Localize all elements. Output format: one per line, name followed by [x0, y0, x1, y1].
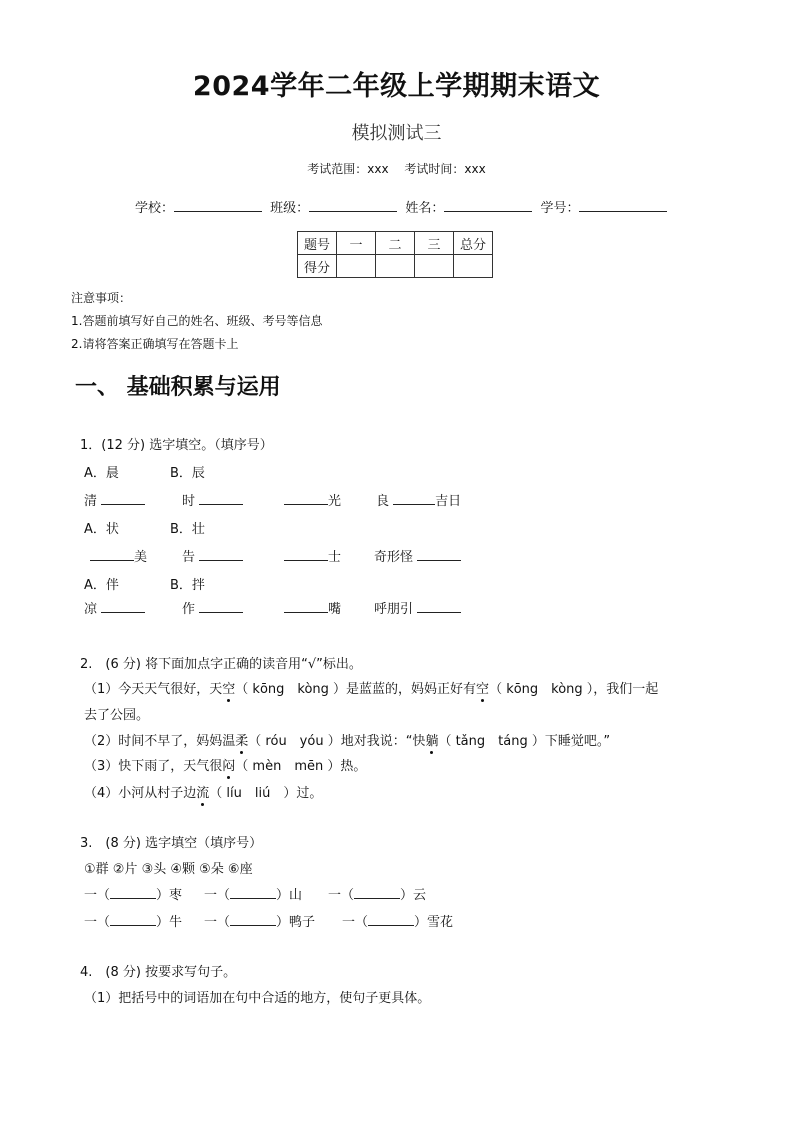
- school-blank[interactable]: [174, 198, 262, 212]
- student-info-row: [135, 197, 671, 216]
- q1-word: 良: [376, 494, 390, 509]
- q2-text: （3）快下雨了，天气很: [84, 759, 223, 774]
- q1-word: 美: [134, 550, 148, 565]
- q3-noun: 枣: [169, 888, 183, 903]
- q3-text: 一（: [84, 888, 111, 903]
- name-blank[interactable]: [444, 198, 532, 212]
- score-header-cell: 二: [376, 232, 415, 255]
- q1-g3-item: [84, 598, 145, 617]
- dotted-char: 躺: [425, 730, 438, 749]
- notes-item-1: 1.答题前填写好自己的姓名、班级、考号等信息: [71, 314, 323, 328]
- q3-item: [204, 884, 302, 903]
- q2-sentence-1: [84, 678, 658, 697]
- q4-sub-1: （1）把括号中的词语加在句中合适的地方，使句子更具体。: [84, 991, 431, 1006]
- score-header-cell: 三: [415, 232, 454, 255]
- answer-blank[interactable]: [90, 548, 134, 561]
- score-cell[interactable]: [376, 255, 415, 278]
- dotted-char: 流: [196, 782, 209, 801]
- answer-blank[interactable]: [417, 548, 461, 561]
- q3-text: ）: [276, 915, 290, 930]
- score-row-label: 得分: [298, 255, 337, 278]
- q1-word: 作: [182, 602, 196, 617]
- number-blank[interactable]: [579, 198, 667, 212]
- q1-g3-item: [374, 598, 461, 617]
- q1-g3-item: [182, 598, 243, 617]
- q2-text: （ tǎng táng ）下睡觉吧。”: [438, 734, 611, 749]
- q2-text: （ kōng kòng ）是蓝蓝的，妈妈正好有: [235, 682, 477, 697]
- answer-blank[interactable]: [393, 492, 435, 505]
- q2-text: （ mèn mēn ）热。: [235, 759, 367, 774]
- q2-sentence-2: [84, 730, 610, 749]
- number-label: 学号：: [540, 201, 580, 216]
- q3-noun: 鸭子: [289, 915, 316, 930]
- exam-scope: 考试范围：xxx: [307, 162, 389, 176]
- q2-sentence-3: [84, 755, 366, 774]
- class-blank[interactable]: [309, 198, 397, 212]
- q2-stem: 2. (6 分) 将下面加点字正确的读音用“√”标出。: [80, 657, 362, 672]
- score-cell[interactable]: [454, 255, 493, 278]
- dotted-char: 闷: [222, 755, 235, 774]
- q1-word: 凉: [84, 602, 98, 617]
- q3-item: [84, 911, 182, 930]
- q3-noun: 山: [289, 888, 303, 903]
- answer-blank[interactable]: [230, 886, 276, 899]
- q1-g3-opt-b: B．拌: [170, 578, 205, 593]
- q2-text: （2）时间不早了，妈妈温: [84, 734, 236, 749]
- q3-text: 一（: [328, 888, 355, 903]
- q1-g2-opt-a: A．状: [84, 522, 119, 537]
- q1-word: 时: [182, 494, 196, 509]
- q2-sentence-1-cont: 去了公园。: [84, 708, 150, 723]
- q3-item: [328, 884, 426, 903]
- q2-text: （1）今天天气很好，天: [84, 682, 223, 697]
- q2-text: （ róu yóu ）地对我说：“快: [248, 734, 426, 749]
- notes-item-2: 2.请将答案正确填写在答题卡上: [71, 337, 239, 351]
- q1-g2-item: [90, 546, 147, 565]
- q3-text: ）: [156, 888, 170, 903]
- answer-blank[interactable]: [110, 886, 156, 899]
- q3-text: ）: [156, 915, 170, 930]
- q3-item: [204, 911, 315, 930]
- q1-stem: 1．(12 分) 选字填空。（填序号）: [80, 438, 273, 453]
- q1-g3-opt-a: A．伴: [84, 578, 119, 593]
- q1-word: 呼朋引: [374, 602, 414, 617]
- dotted-char: 空: [222, 678, 235, 697]
- answer-blank[interactable]: [368, 913, 414, 926]
- exam-info: [0, 160, 793, 177]
- q1-word: 奇形怪: [374, 550, 414, 565]
- q2-text: （ kōng kòng ），我们一起: [489, 682, 659, 697]
- q1-g1-item: [376, 490, 461, 509]
- q3-item: [342, 911, 453, 930]
- score-table-header-row: [298, 232, 493, 255]
- q1-g3-item: [284, 598, 341, 617]
- answer-blank[interactable]: [230, 913, 276, 926]
- q1-g1-item: [84, 490, 145, 509]
- answer-blank[interactable]: [417, 600, 461, 613]
- q3-stem: 3. (8 分) 选字填空（填序号）: [80, 836, 263, 851]
- section-1-title: 一、 基础积累与运用: [75, 375, 281, 400]
- dotted-char: 柔: [235, 730, 248, 749]
- score-table: [297, 231, 493, 278]
- q1-g1-item: [182, 490, 243, 509]
- answer-blank[interactable]: [199, 492, 243, 505]
- q1-word: 光: [328, 494, 342, 509]
- q3-options: ①群 ②片 ③头 ④颗 ⑤朵 ⑥座: [84, 862, 253, 877]
- q1-g1-opt-a: A．晨: [84, 466, 119, 481]
- q1-g2-item: [182, 546, 243, 565]
- q1-g2-item: [284, 546, 341, 565]
- q3-text: ）: [414, 915, 428, 930]
- score-header-cell: 一: [337, 232, 376, 255]
- q3-noun: 雪花: [427, 915, 454, 930]
- q1-word: 嘴: [328, 602, 342, 617]
- class-label: 班级：: [270, 201, 310, 216]
- name-label: 姓名：: [405, 201, 445, 216]
- q1-g1-opt-b: B．辰: [170, 466, 205, 481]
- q1-word: 士: [328, 550, 342, 565]
- q3-text: 一（: [84, 915, 111, 930]
- answer-blank[interactable]: [284, 548, 328, 561]
- q2-sentence-4: [84, 782, 322, 801]
- exam-subtitle: 模拟测试三: [351, 123, 442, 144]
- answer-blank[interactable]: [199, 548, 243, 561]
- q3-text: 一（: [204, 915, 231, 930]
- q1-word: 吉日: [435, 494, 462, 509]
- answer-blank[interactable]: [284, 600, 328, 613]
- q1-g2-opt-b: B．壮: [170, 522, 205, 537]
- score-header-cell: 总分: [454, 232, 493, 255]
- q1-word: 清: [84, 494, 98, 509]
- q1-g2-item: [374, 546, 461, 565]
- score-table-score-row: [298, 255, 493, 278]
- score-header-cell: 题号: [298, 232, 337, 255]
- answer-blank[interactable]: [354, 886, 400, 899]
- q4-stem: 4. (8 分) 按要求写句子。: [80, 965, 237, 980]
- q1-g1-item: [284, 490, 341, 509]
- school-label: 学校：: [135, 201, 175, 216]
- score-cell[interactable]: [337, 255, 376, 278]
- notes-title: 注意事项：: [71, 291, 132, 305]
- q3-text: 一（: [204, 888, 231, 903]
- answer-blank[interactable]: [110, 913, 156, 926]
- answer-blank[interactable]: [101, 600, 145, 613]
- score-cell[interactable]: [415, 255, 454, 278]
- q3-item: [84, 884, 182, 903]
- q3-text: ）: [400, 888, 414, 903]
- q3-noun: 云: [413, 888, 427, 903]
- q3-noun: 牛: [169, 915, 183, 930]
- exam-title: 2024学年二年级上学期期末语文: [192, 71, 601, 102]
- q3-text: ）: [276, 888, 290, 903]
- answer-blank[interactable]: [284, 492, 328, 505]
- exam-time: 考试时间：xxx: [404, 162, 486, 176]
- answer-blank[interactable]: [199, 600, 243, 613]
- q1-word: 告: [182, 550, 196, 565]
- q2-text: （4）小河从村子边: [84, 786, 197, 801]
- q3-text: 一（: [342, 915, 369, 930]
- dotted-char: 空: [476, 678, 489, 697]
- answer-blank[interactable]: [101, 492, 145, 505]
- q2-text: （ líu liú ）过。: [209, 786, 323, 801]
